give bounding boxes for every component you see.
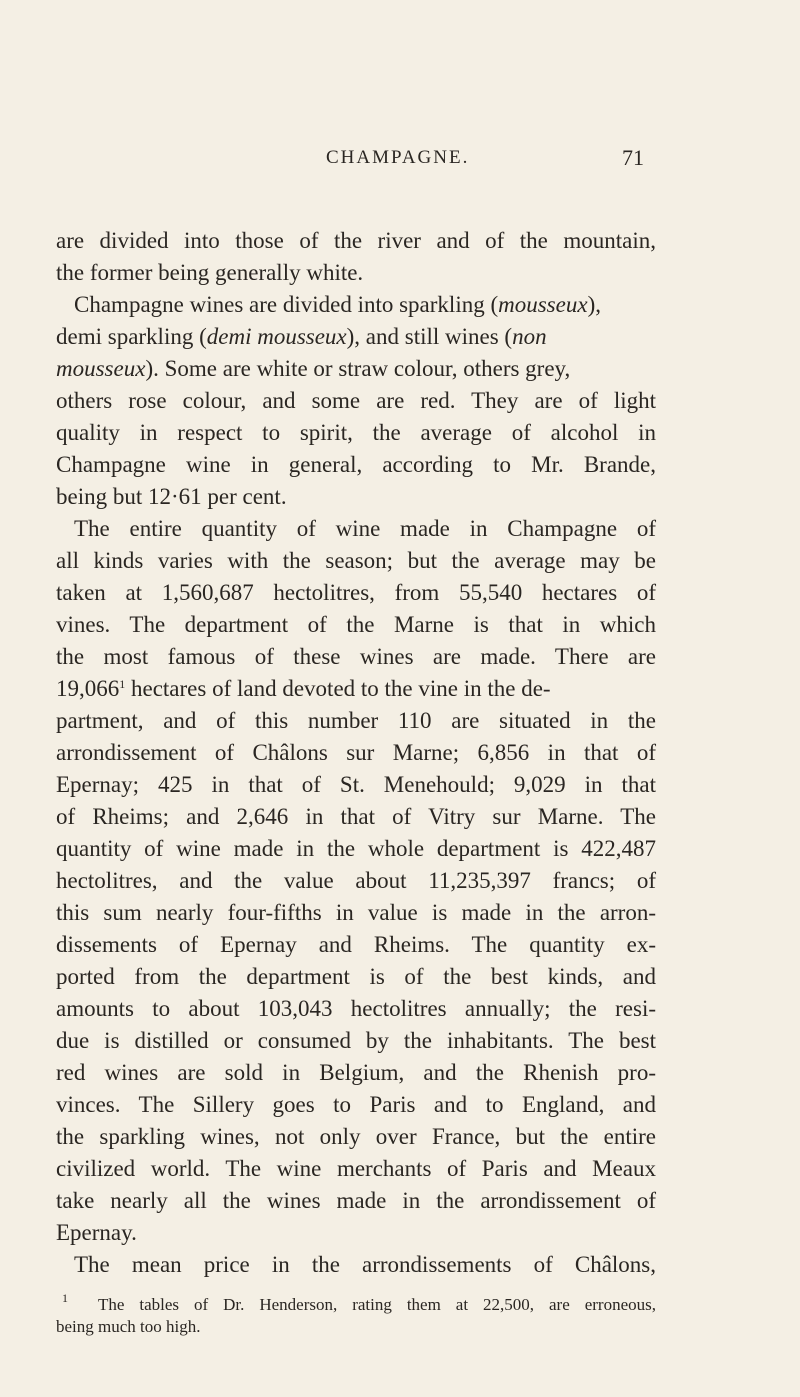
italic-term: demi mousseux [206,324,347,349]
text-line: partment, and of this number 110 are situated in the [56,708,656,733]
footnote-marker: 1 [119,677,126,691]
running-title: CHAMPAGNE. [326,147,470,168]
text-line: others rose colour, and some are red. They are of light [56,388,656,413]
text-line: taken at 1,560,687 hectolitres, from 55,540 hectares of [56,580,656,605]
text-line: hectolitres, and the value about 11,235,397 francs; of [56,868,656,893]
page-number: 71 [622,145,644,170]
text-line: vinces. The Sillery goes to Paris and to England, and [56,1092,656,1117]
text-line: Champagne wines are divided into sparkling (mousseux), [74,292,601,317]
footnote-number: 1 [62,1291,68,1305]
text-line: due is distilled or consumed by the inhabitants. The best [56,1028,656,1053]
text-line: take nearly all the wines made in the arrondissement of [56,1188,656,1213]
text-line: are divided into those of the river and of the mountain, [56,228,656,253]
text-line: arrondissement of Châlons sur Marne; 6,856 in that of [56,740,656,765]
text-line: ported from the department is of the best kinds, and [56,964,656,989]
text-line: demi sparkling (demi mousseux), and still wines (non [56,324,547,349]
text-line: quantity of wine made in the whole department is 422,487 [56,836,656,861]
italic-term: non [512,324,547,349]
italic-term: mousseux [56,356,146,381]
text-line: Champagne wine in general, according to Mr. Brande, [56,452,656,477]
footnote-line: $^1$ The tables of Dr. Henderson, rating them at 22,500, are erroneous, [62,1291,656,1314]
text-line: of Rheims; and 2,646 in that of Vitry sur Marne. The [56,804,656,829]
text-line: 19,066$^1$ hectares of land devoted to the vine in the de- [56,676,551,701]
text-line: being but 12·61 per cent. [56,484,287,509]
text-line: amounts to about 103,043 hectolitres annually; the resi- [56,996,656,1021]
text-line: vines. The department of the Marne is that in which [56,612,656,637]
text-line: red wines are sold in Belgium, and the Rhenish pro- [56,1060,656,1085]
text-line: Epernay; 425 in that of St. Menehould; 9,029 in that [56,772,656,797]
italic-term: mousseux [498,292,588,317]
text-line: the most famous of these wines are made. There are [56,644,656,669]
text-line: all kinds varies with the season; but the average may be [56,548,656,573]
footnote-line: being much too high. [56,1317,201,1336]
text-line: mousseux). Some are white or straw colour, others grey, [56,356,571,381]
text-line: dissements of Epernay and Rheims. The quantity ex- [56,932,656,957]
text-line: the former being generally white. [56,260,364,285]
text-line: The entire quantity of wine made in Champagne of [74,516,656,541]
text-line: Epernay. [56,1220,137,1245]
text-line: quality in respect to spirit, the average of alcohol in [56,420,656,445]
text-line: this sum nearly four-fifths in value is made in the arron- [56,900,656,925]
text-line: civilized world. The wine merchants of Paris and Meaux [56,1156,656,1181]
text-line: The mean price in the arrondissements of Châlons, [74,1252,656,1277]
text-line: the sparkling wines, not only over France, but the entire [56,1124,656,1149]
